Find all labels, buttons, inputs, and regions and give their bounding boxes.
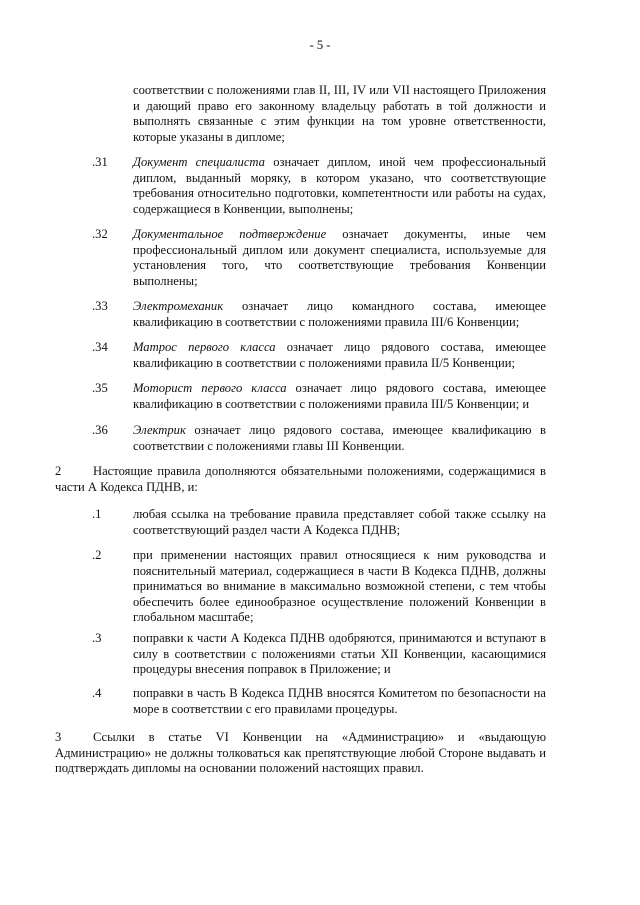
section-number: 2 bbox=[55, 464, 62, 478]
section-3 bbox=[55, 730, 546, 777]
text-line bbox=[133, 155, 546, 171]
definition-text: означает лицо рядового состава, имеющее bbox=[286, 381, 546, 395]
defined-term: Электрик bbox=[133, 423, 186, 437]
text-line bbox=[133, 299, 546, 315]
definition-text: означает документы, иные чем bbox=[326, 227, 546, 241]
defined-term: Моторист первого класса bbox=[133, 381, 287, 395]
definition-32 bbox=[133, 227, 546, 289]
section-2-intro bbox=[55, 464, 546, 495]
text-line bbox=[133, 227, 546, 243]
page-number: - 5 - bbox=[309, 38, 331, 52]
item-3 bbox=[133, 631, 546, 678]
text-line: содержащиеся в Конвенции, выполнены; bbox=[133, 201, 354, 216]
definition-34 bbox=[133, 340, 546, 371]
text-line: которые указаны в дипломе; bbox=[133, 129, 285, 144]
text-line: соответствии с положениями главы III Конвенции. bbox=[133, 438, 405, 453]
definition-text: означает диплом, иной чем профессиональный bbox=[264, 155, 546, 169]
item-number: .4 bbox=[92, 686, 102, 700]
definition-number: .34 bbox=[92, 340, 108, 354]
definition-number: .33 bbox=[92, 299, 108, 313]
definition-number: .36 bbox=[92, 423, 108, 437]
text-line: поправки в часть В Кодекса ПДНВ вносятся Комитетом по безопасности на bbox=[133, 686, 546, 700]
defined-term: Документ специалиста bbox=[133, 155, 265, 169]
section-number: 3 bbox=[55, 730, 62, 744]
text-line: и дающий право его законному владельцу работать в той должности и bbox=[133, 98, 546, 113]
text-line: при применении настоящих правил относящиеся к ним руководства и bbox=[133, 548, 546, 562]
text-line: выполнены; bbox=[133, 273, 198, 288]
text-line: пояснительный материал, содержащиеся в части В Кодекса ПДНВ, должны bbox=[133, 563, 546, 578]
text-line: море в соответствии с его правилами процедуры. bbox=[133, 701, 398, 716]
text-line: квалификацию в соответствии с положениями правила III/6 Конвенции; bbox=[133, 314, 520, 329]
item-4 bbox=[133, 686, 546, 717]
text-line: квалификацию в соответствии с положениями правила II/5 Конвенции; bbox=[133, 355, 516, 370]
defined-term: Матрос первого класса bbox=[133, 340, 276, 354]
item-2 bbox=[133, 548, 546, 626]
definition-number: .31 bbox=[92, 155, 108, 169]
definition-text: означает лицо рядового состава, имеющее квалификацию в bbox=[185, 423, 546, 437]
text-line: приниматься во внимание в максимально возможной степени, с тем чтобы bbox=[133, 579, 546, 594]
text-line bbox=[133, 423, 546, 439]
text-line: глобальном масштабе; bbox=[133, 610, 254, 625]
text-line: квалификацию в соответствии с положениями правила III/5 Конвенции; и bbox=[133, 396, 530, 411]
text-line: Настоящие правила дополняются обязательными положениями, содержащимися в bbox=[93, 464, 546, 478]
text-line: Администрацию» не должны толковаться как препятствующие любой Стороне выдавать и bbox=[55, 745, 546, 760]
text-line: части А Кодекса ПДНВ, и: bbox=[55, 479, 198, 494]
text-line: соответствующий раздел части А Кодекса ПДНВ; bbox=[133, 522, 401, 537]
text-line: выполнять связанные с этим функции на том уровне ответственности, bbox=[133, 114, 546, 129]
text-line: установления того, что соответствующие требования Конвенции bbox=[133, 258, 546, 273]
text-line bbox=[133, 381, 546, 397]
definition-36 bbox=[133, 423, 546, 454]
text-line: диплом, выданный моряку, в котором указано, что соответствующие bbox=[133, 170, 546, 185]
definition-31 bbox=[133, 155, 546, 217]
text-line: подтверждать дипломы на основании положений настоящих правил. bbox=[55, 761, 424, 776]
text-line: процедуры внесения поправок в Приложение; и bbox=[133, 662, 391, 677]
definition-35 bbox=[133, 381, 546, 412]
item-number: .2 bbox=[92, 548, 102, 562]
text-line: любая ссылка на требование правила представляет собой также ссылку на bbox=[133, 507, 546, 521]
text-line: соответствии с положениями глав II, III, IV или VII настоящего Приложения bbox=[133, 83, 546, 97]
definition-text: означает лицо рядового состава, имеющее bbox=[275, 340, 547, 354]
text-line: Ссылки в статье VI Конвенции на «Администрацию» и «выдающую bbox=[93, 730, 546, 744]
text-line: силу в соответствии с положениями статьи XII Конвенции, касающимися bbox=[133, 646, 546, 661]
definition-33 bbox=[133, 299, 546, 330]
item-number: .3 bbox=[92, 631, 102, 645]
text-line bbox=[133, 340, 546, 356]
text-line: профессиональный диплом или документ специалиста, используемые для bbox=[133, 242, 546, 257]
definition-text: означает лицо командного состава, имеющее bbox=[223, 299, 546, 313]
text-line: поправки к части А Кодекса ПДНВ одобряются, принимаются и вступают в bbox=[133, 631, 546, 645]
defined-term: Электромеханик bbox=[133, 299, 224, 313]
continuation-paragraph bbox=[133, 83, 546, 145]
text-line: требования относительно подготовки, компетентности или работы на судах, bbox=[133, 186, 546, 201]
defined-term: Документальное подтверждение bbox=[133, 227, 327, 241]
item-number: .1 bbox=[92, 507, 102, 521]
definition-number: .35 bbox=[92, 381, 108, 395]
item-1 bbox=[133, 507, 546, 538]
definition-number: .32 bbox=[92, 227, 108, 241]
text-line: обеспечить более единообразное осуществление положений Конвенции в bbox=[133, 594, 546, 609]
